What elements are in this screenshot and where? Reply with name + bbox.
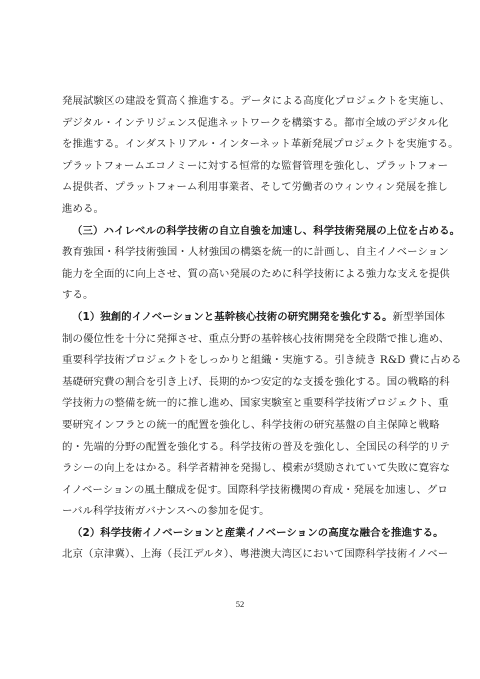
section-heading: （三）ハイレベルの科学技術の自立自強を加速し、科学技術発展の上位を占める。 bbox=[72, 224, 461, 237]
text-line: 発展試験区の建設を質高く推進する。データによる高度化プロジェクトを実施し、 bbox=[62, 95, 450, 107]
text-line: 重要科学技術プロジェクトをしっかりと組織・実施する。引き続き R&D 費に占める bbox=[62, 354, 462, 367]
text-line: ム提供者、プラットフォーム利用事業者、そして労働者のウィンウィン発展を推し bbox=[62, 181, 448, 194]
text-line: を推進する。インダストリアル・インターネット革新発展プロジェクトを実施する。 bbox=[62, 138, 459, 151]
page-number: 52 bbox=[235, 599, 245, 609]
text-line: ラシーの向上をはかる。科学者精神を発揚し、模索が奨励されていて失敗に寛容な bbox=[62, 462, 451, 475]
document-body bbox=[62, 91, 462, 566]
text-line: 的・先端的分野の配置を強化する。科学技術の普及を強化し、全国民の科学的リテ bbox=[62, 440, 450, 453]
text-line: 要研究インフラとの統一的配置を強化し、科学技術の研究基盤の自主保障と戦略 bbox=[62, 418, 440, 431]
text-line: 基礎研究費の割合を引き上げ、長期的かつ安定的な支援を強化する。国の戦略的科 bbox=[62, 375, 450, 388]
text-line: 能力を全面的に向上させ、質の高い発展のために科学技術による強力な支えを提供 bbox=[62, 267, 450, 280]
text-line: デジタル・インテリジェンス促進ネットワークを構築する。都市全域のデジタル化 bbox=[62, 116, 449, 129]
text-line: プラットフォームエコノミーに対する恒常的な監督管理を強化し、プラットフォー bbox=[62, 159, 449, 172]
text-line: ーバル科学技術ガバナンスへの参加を促す。 bbox=[62, 505, 270, 518]
heading-text: （1）独創的イノベーションと基幹核心技術の研究開発を強化する。 bbox=[72, 310, 393, 323]
body-text: 新型挙国体 bbox=[392, 310, 446, 323]
section-heading: （2）科学技術イノベーションと産業イノベーションの高度な融合を推進する。 bbox=[72, 526, 444, 539]
text-line bbox=[62, 307, 446, 329]
text-line: 教育強国・科学技術強国・人材強国の構築を統一的に計画し、自主イノベーション bbox=[62, 246, 449, 259]
text-line: イノベーションの風土醸成を促す。国際科学技術機関の育成・発展を加速し、グロ bbox=[62, 483, 448, 496]
text-line: する。 bbox=[62, 289, 94, 302]
text-line: 北京（京津冀）、上海（長江デルタ）、粤港澳大湾区において国際科学技術イノベー bbox=[62, 548, 449, 561]
text-line: 進める。 bbox=[62, 202, 104, 215]
text-line: 制の優位性を十分に発揮させ、重点分野の基幹核心技術開発を全段階で推し進め、 bbox=[62, 332, 450, 345]
text-line: 学技術力の整備を統一的に推し進め、国家実験室と重要科学技術プロジェクト、重 bbox=[62, 397, 449, 410]
